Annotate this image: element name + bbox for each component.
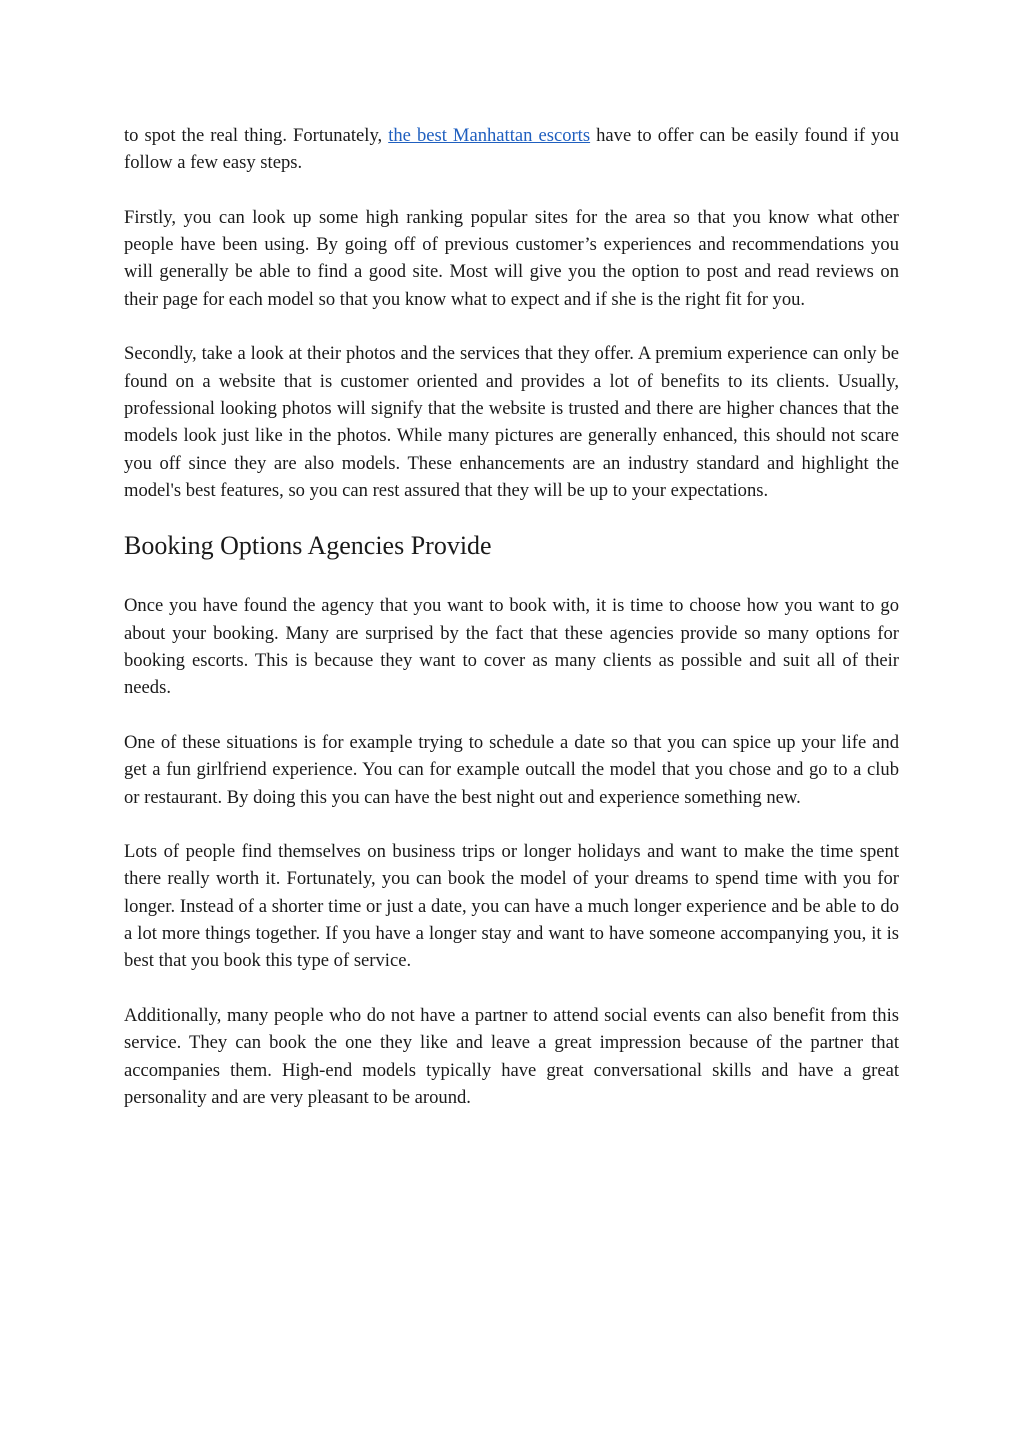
paragraph-social-events: Additionally, many people who do not have a partner to attend social events can also benefit from this service. They can book the one they like and leave a great impression because of the partner that accompanies them. High-end models typically have great conversational skills and have a great personality and are very pleasant to be around. xyxy=(124,1004,899,1108)
document-page xyxy=(124,122,899,1138)
paragraph-date-situation: One of these situations is for example trying to schedule a date so that you can spice up your life and get a fun girlfriend experience. You can for example outcall the model that you chose and go to a club or restaurant. By doing this you can have the best night out and experience something new. xyxy=(124,731,899,808)
intro-text-after-link: have to offer can be easily found if you follow a few easy steps. xyxy=(124,125,899,174)
manhattan-escorts-link[interactable]: the best Manhattan escorts xyxy=(388,125,591,146)
paragraph-secondly: Secondly, take a look at their photos and the services that they offer. A premium experience can only be found on a website that is customer oriented and provides a lot of benefits to its clients. Usually, professional looking photos will signify that the website is trusted and there are higher chances that the models look just like in the photos. While many pictures are generally enhanced, this should not scare you off since they are also models. These enhancements are an industry standard and highlight the model's best features, so you can rest assured that they will be up to your expectations. xyxy=(124,343,899,501)
section-heading: Booking Options Agencies Provide xyxy=(124,531,492,561)
intro-text-before-link: to spot the real thing. Fortunately, xyxy=(124,125,389,146)
intro-paragraph xyxy=(124,122,899,177)
paragraph-business-trips: Lots of people find themselves on business trips or longer holidays and want to make the time spent there really worth it. Fortunately, you can book the model of your dreams to spend time with you for longer. Instead of a shorter time or just a date, you can have a much longer experience and be able to do a lot more things together. If you have a longer stay and want to have someone accompanying you, it is best that you book this type of service. xyxy=(124,841,899,972)
paragraph-firstly: Firstly, you can look up some high ranking popular sites for the area so that you know what other people have been using. By going off of previous customer’s experiences and recommendations you will generally be able to find a good site. Most will give you the option to post and read reviews on their page for each model so that you know what to expect and if she is the right fit for you. xyxy=(124,206,899,310)
paragraph-booking-intro: Once you have found the agency that you want to book with, it is time to choose how you want to go about your booking. Many are surprised by the fact that these agencies provide so many options for booking escorts. This is because they want to cover as many clients as possible and suit all of their needs. xyxy=(124,595,899,699)
